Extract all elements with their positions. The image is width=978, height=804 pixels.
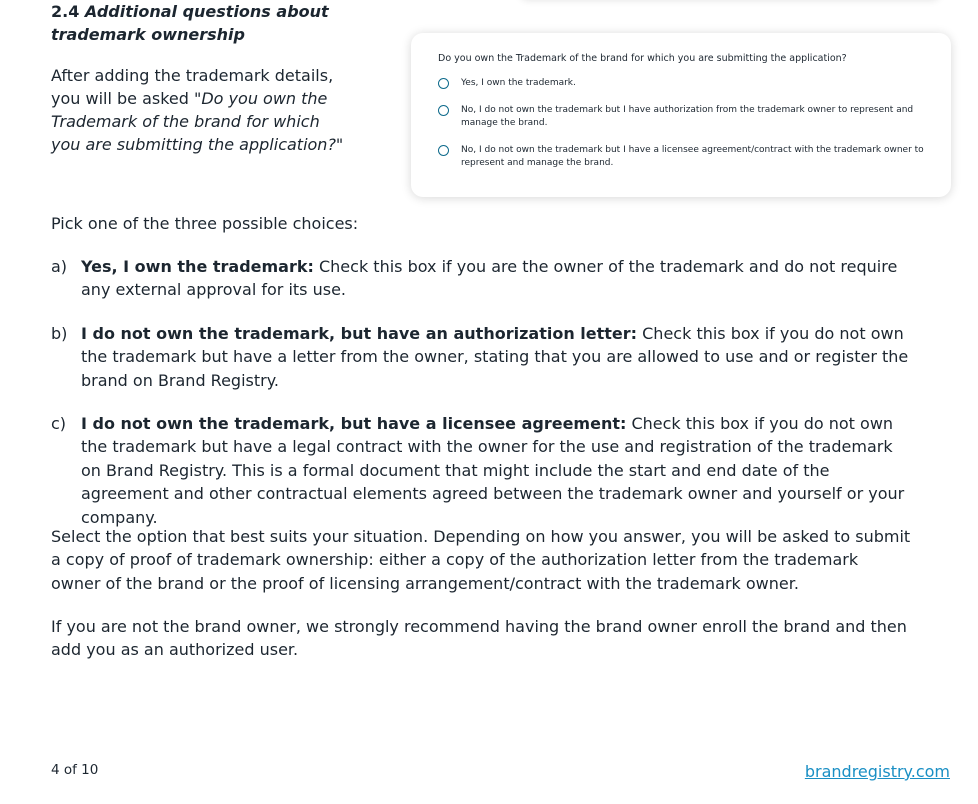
card-question: Do you own the Trademark of the brand for which you are submitting the application? — [438, 53, 847, 64]
brandregistry-link[interactable]: brandregistry.com — [804, 762, 950, 781]
radio-button-icon[interactable] — [438, 105, 449, 116]
page-number: 4 of 10 — [51, 762, 99, 778]
radio-option-authorization[interactable] — [438, 104, 929, 131]
choice-text: Check this box if you do not own the trademark but have a legal contract with the owner for the use and registration of the trademark on Brand Registry. This is a formal document that might include the start and end date of the agreement and other contractual elements agreed between the trademark owner and yourself or your company. — [81, 414, 905, 527]
radio-button-icon[interactable] — [438, 78, 449, 89]
radio-option-label: Yes, I own the trademark. — [461, 78, 576, 88]
section-title: Additional questions about trademark ownership — [51, 2, 329, 44]
choice-marker: c) — [51, 414, 67, 434]
radio-option-own[interactable] — [438, 77, 929, 91]
choice-marker: b) — [51, 323, 68, 343]
choice-marker: a) — [51, 257, 68, 276]
intro-question: "Do you own the Trademark of the brand for which you are submitting the application?" — [51, 89, 344, 154]
choice-title: Yes, I own the trademark: — [81, 257, 314, 276]
choices-list — [51, 255, 911, 549]
ownership-question-card — [411, 33, 951, 197]
radio-button-icon[interactable] — [438, 145, 449, 156]
choice-title: I do not own the trademark, but have an authorization letter: — [81, 323, 638, 343]
choice-text: Check this box if you are the owner of the trademark and do not require any external approval for its use. — [81, 257, 898, 300]
choice-text: Check this box if you do not own the trademark but have a letter from the owner, stating that you are allowed to use and or register the brand on Brand Registry. — [81, 323, 909, 390]
section-number: 2.4 — [51, 2, 80, 21]
radio-option-label: No, I do not own the trademark but I have a licensee agreement/contract with the trademark owner to represent and manage the brand. — [461, 144, 924, 168]
section-heading — [51, 0, 351, 46]
choice-item-b — [51, 322, 911, 392]
choice-item-c — [51, 412, 911, 529]
intro-paragraph — [51, 64, 351, 156]
select-option-paragraph: Select the option that best suits your situation. Depending on how you answer, you will be asked to submit a copy of proof of trademark ownership: either a copy of the authorization letter from the trademark owner of the brand or the proof of licensing arrangement/contract with the trademark owner. — [51, 527, 911, 593]
intro-text: After adding the trademark details, you will be asked — [51, 66, 334, 108]
recommendation-paragraph: If you are not the brand owner, we strongly recommend having the brand owner enroll the brand and then add you as an authorized user. — [51, 617, 907, 660]
radio-option-licensee[interactable] — [438, 144, 929, 171]
pick-instruction: Pick one of the three possible choices: — [51, 214, 359, 233]
choice-title: I do not own the trademark, but have a licensee agreement: — [81, 414, 627, 434]
choice-item-a — [51, 255, 911, 302]
radio-option-label: No, I do not own the trademark but I have authorization from the trademark owner to represent and manage the brand. — [461, 104, 914, 128]
